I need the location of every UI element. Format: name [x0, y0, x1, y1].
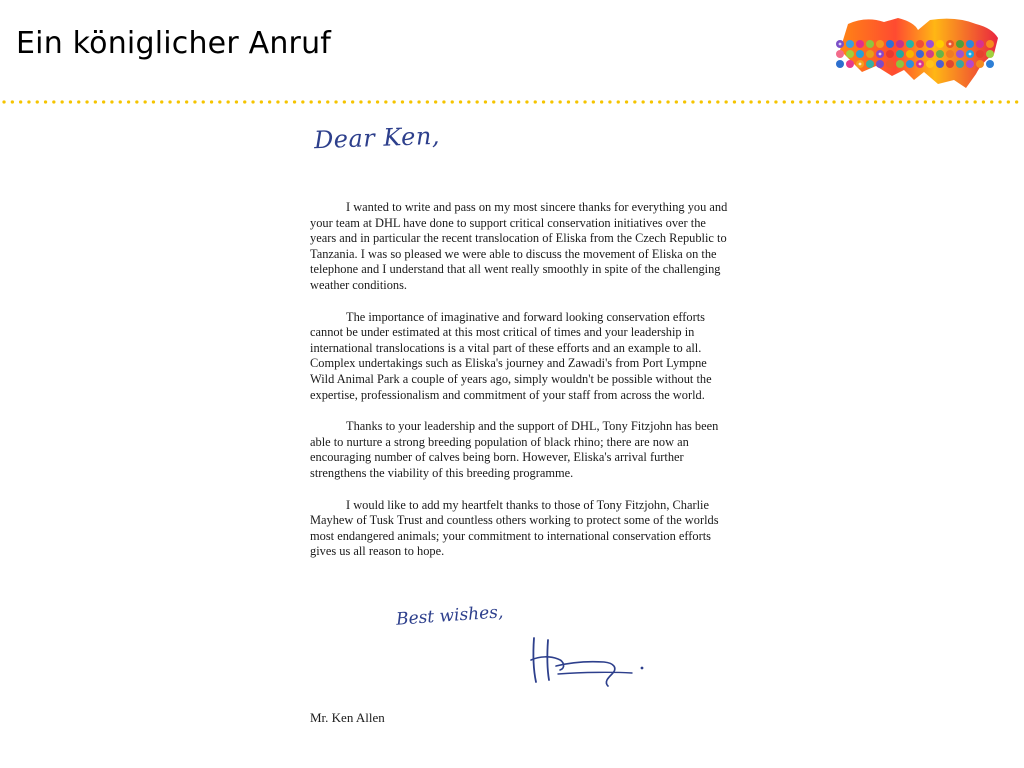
letter-salutation: Dear Ken,: [313, 121, 441, 155]
letter-paragraph: Thanks to your leadership and the support of DHL, Tony Fitzjohn has been able to nurture a strong breeding population of black rhino; there are now an encouraging number of calves being born. However, Eliska's arrival further strengthens the viability of this breeding programme.: [310, 419, 719, 480]
world-map-logo: [826, 14, 1006, 94]
letter-paragraph: I would like to add my heartfelt thanks to those of Tony Fitzjohn, Charlie Mayhew of Tusk Trust and countless others working to protect some of the worlds most endangered animals; your commitment to international conservation efforts gives us all reason to hope.: [310, 497, 719, 559]
letter-paragraph: The importance of imaginative and forward looking conservation efforts cannot be under estimated at this most critical of times and your leadership in international translocations is a vital part of these efforts and an example to all. Complex undertakings such as Eliska's journey and Zawadi's from Port Lympne Wild Animal Park a couple of years ago, simply wouldn't be possible without the expertise, professionalism and commitment of your staff from across the world.: [310, 309, 712, 402]
letter-recipient: Mr. Ken Allen: [310, 710, 385, 725]
letter: [300, 118, 780, 738]
letter-closing: Best wishes,: [395, 602, 504, 630]
letter-paragraph: I wanted to write and pass on my most sincere thanks for everything you and your team at DHL have done to support critical conservation initiatives over the years and in particular the recent translocation of Eliska from the Czech Republic to Tanzania. I was so pleased we were able to discuss the movement of Eliska on the telephone and I understand that all went really smoothly in spite of the challenging weather conditions.: [310, 200, 728, 292]
slide-title: Ein königlicher Anruf: [16, 26, 332, 61]
dotted-divider: [0, 98, 1024, 106]
letter-body: [310, 200, 730, 576]
handwritten-signature: [528, 630, 658, 690]
